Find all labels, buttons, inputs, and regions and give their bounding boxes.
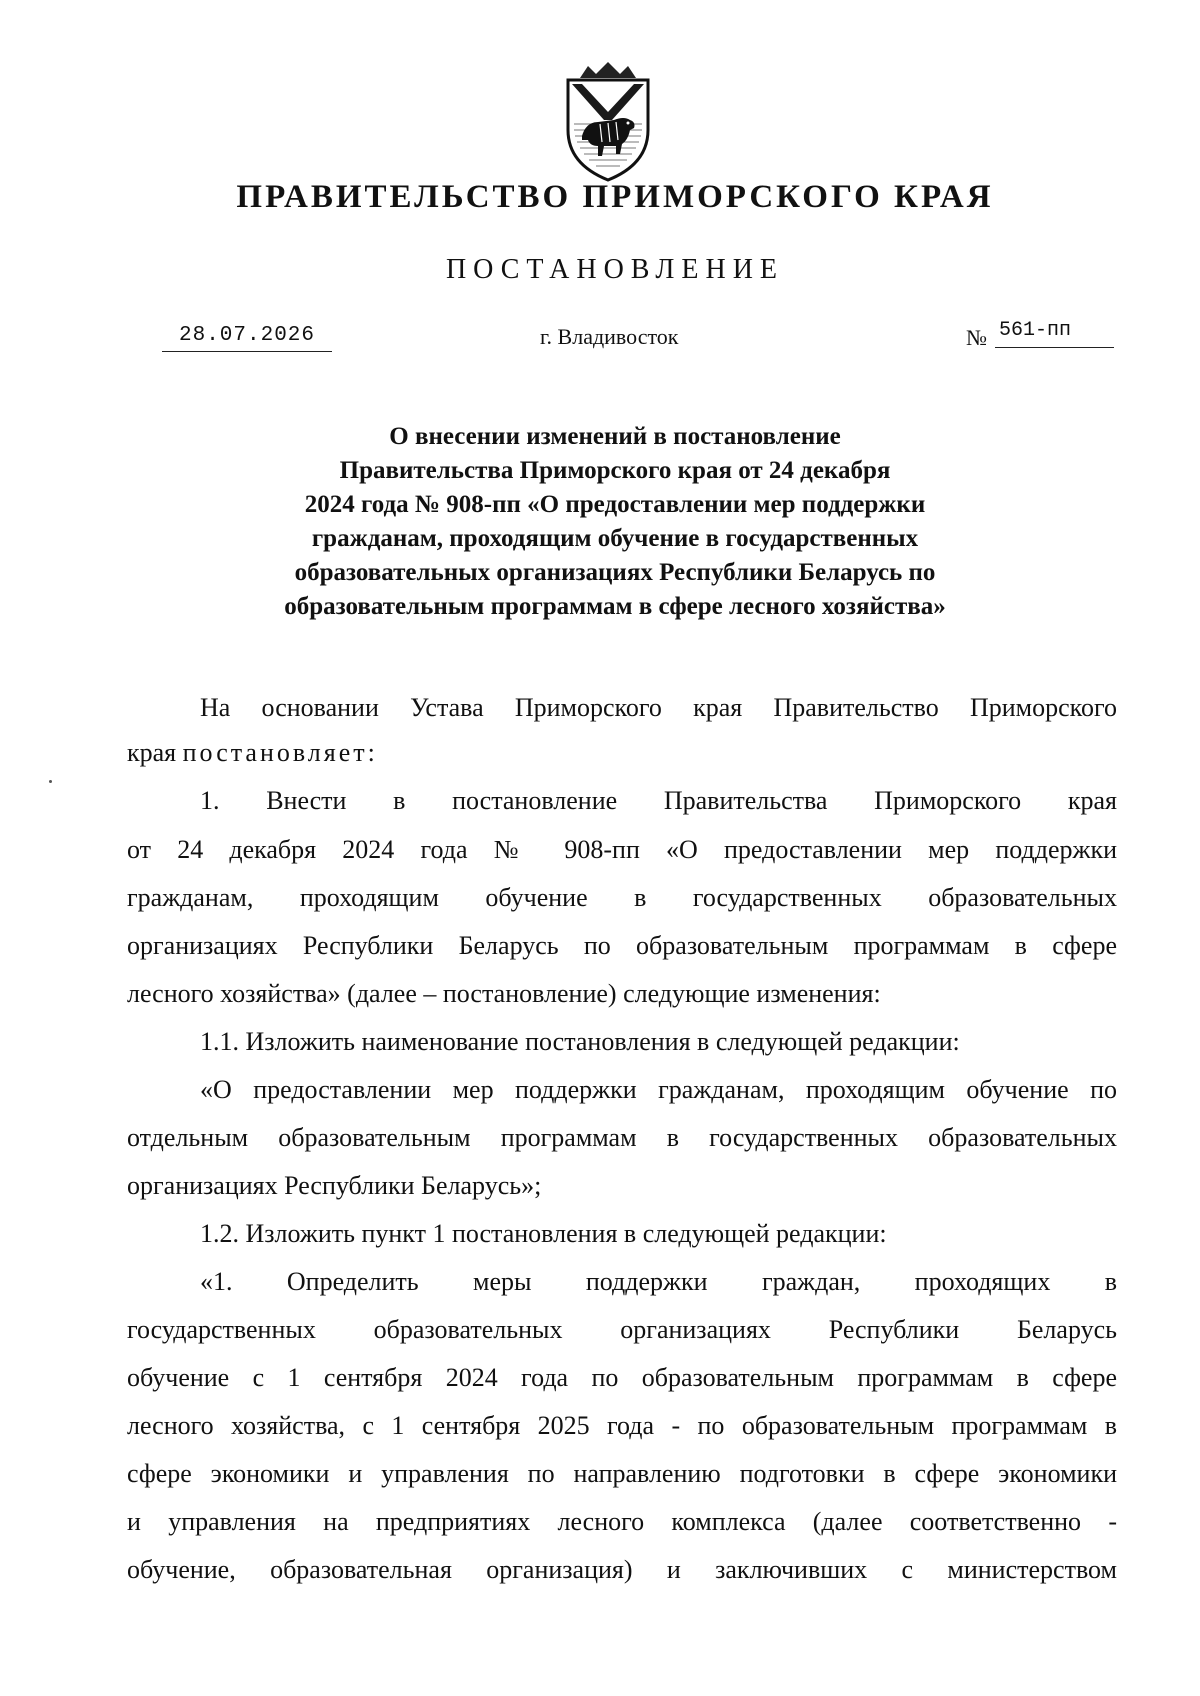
scan-speck [49,780,52,783]
body-line: отдельным образовательным программам в государственных образовательных [127,1123,1117,1152]
body-line: от 24 декабря 2024 года № 908-пп «О предоставлении мер поддержки [127,835,1117,864]
body-line: лесного хозяйства» (далее – постановление) следующие изменения: [127,979,881,1008]
heading-line: образовательным программам в сфере лесного хозяйства» [284,593,946,620]
body-line: государственных образовательных организациях Республики Беларусь [127,1315,1117,1344]
document-number: 561-пп [995,318,1114,348]
document-type: ПОСТАНОВЛЕНИЕ [445,254,785,285]
heading-line: образовательных организациях Республики Беларусь по [294,559,936,586]
body-line [127,736,1117,770]
body-line: лесного хозяйства, с 1 сентября 2025 года - по образовательным программам в [127,1411,1117,1440]
body-line: «1. Определить меры поддержки граждан, проходящих в [200,1267,1117,1296]
body-line: На основании Устава Приморского края Правительство Приморского [200,693,1117,722]
government-title: ПРАВИТЕЛЬСТВО ПРИМОРСКОГО КРАЯ [236,179,994,215]
body-line: гражданам, проходящим обучение в государственных образовательных [127,883,1117,912]
body-text: края [127,738,183,767]
heading-line: О внесении изменений в постановление [389,423,841,450]
body-line: «О предоставлении мер поддержки гражданам, проходящим обучение по [200,1075,1117,1104]
body-line: сфере экономики и управления по направлению подготовки в сфере экономики [127,1459,1117,1488]
heading-line: гражданам, проходящим обучение в государственных [311,525,919,552]
body-line: и управления на предприятиях лесного комплекса (далее соответственно - [127,1507,1117,1536]
decree-verb: постановляет: [182,738,378,767]
heading-line: 2024 года № 908-пп «О предоставлении мер поддержки [304,491,926,518]
document-number-label: № [966,325,987,350]
body-line: обучение с 1 сентября 2024 года по образовательным программам в сфере [127,1363,1117,1392]
document-city: г. Владивосток [540,324,679,349]
body-line: организациях Республики Беларусь по образовательным программам в сфере [127,931,1117,960]
document-heading [150,420,1080,624]
body-line: обучение, образовательная организация) и заключивших с министерством [127,1555,1117,1584]
body-line: организациях Республики Беларусь»; [127,1171,542,1200]
body-line: 1. Внести в постановление Правительства Приморского края [200,786,1117,815]
body-line: 1.2. Изложить пункт 1 постановления в следующей редакции: [200,1219,887,1248]
coat-of-arms-emblem [558,60,658,184]
body-line: 1.1. Изложить наименование постановления в следующей редакции: [200,1027,960,1056]
heading-line: Правительства Приморского края от 24 декабря [339,457,891,484]
document-date: 28.07.2026 [162,323,332,352]
